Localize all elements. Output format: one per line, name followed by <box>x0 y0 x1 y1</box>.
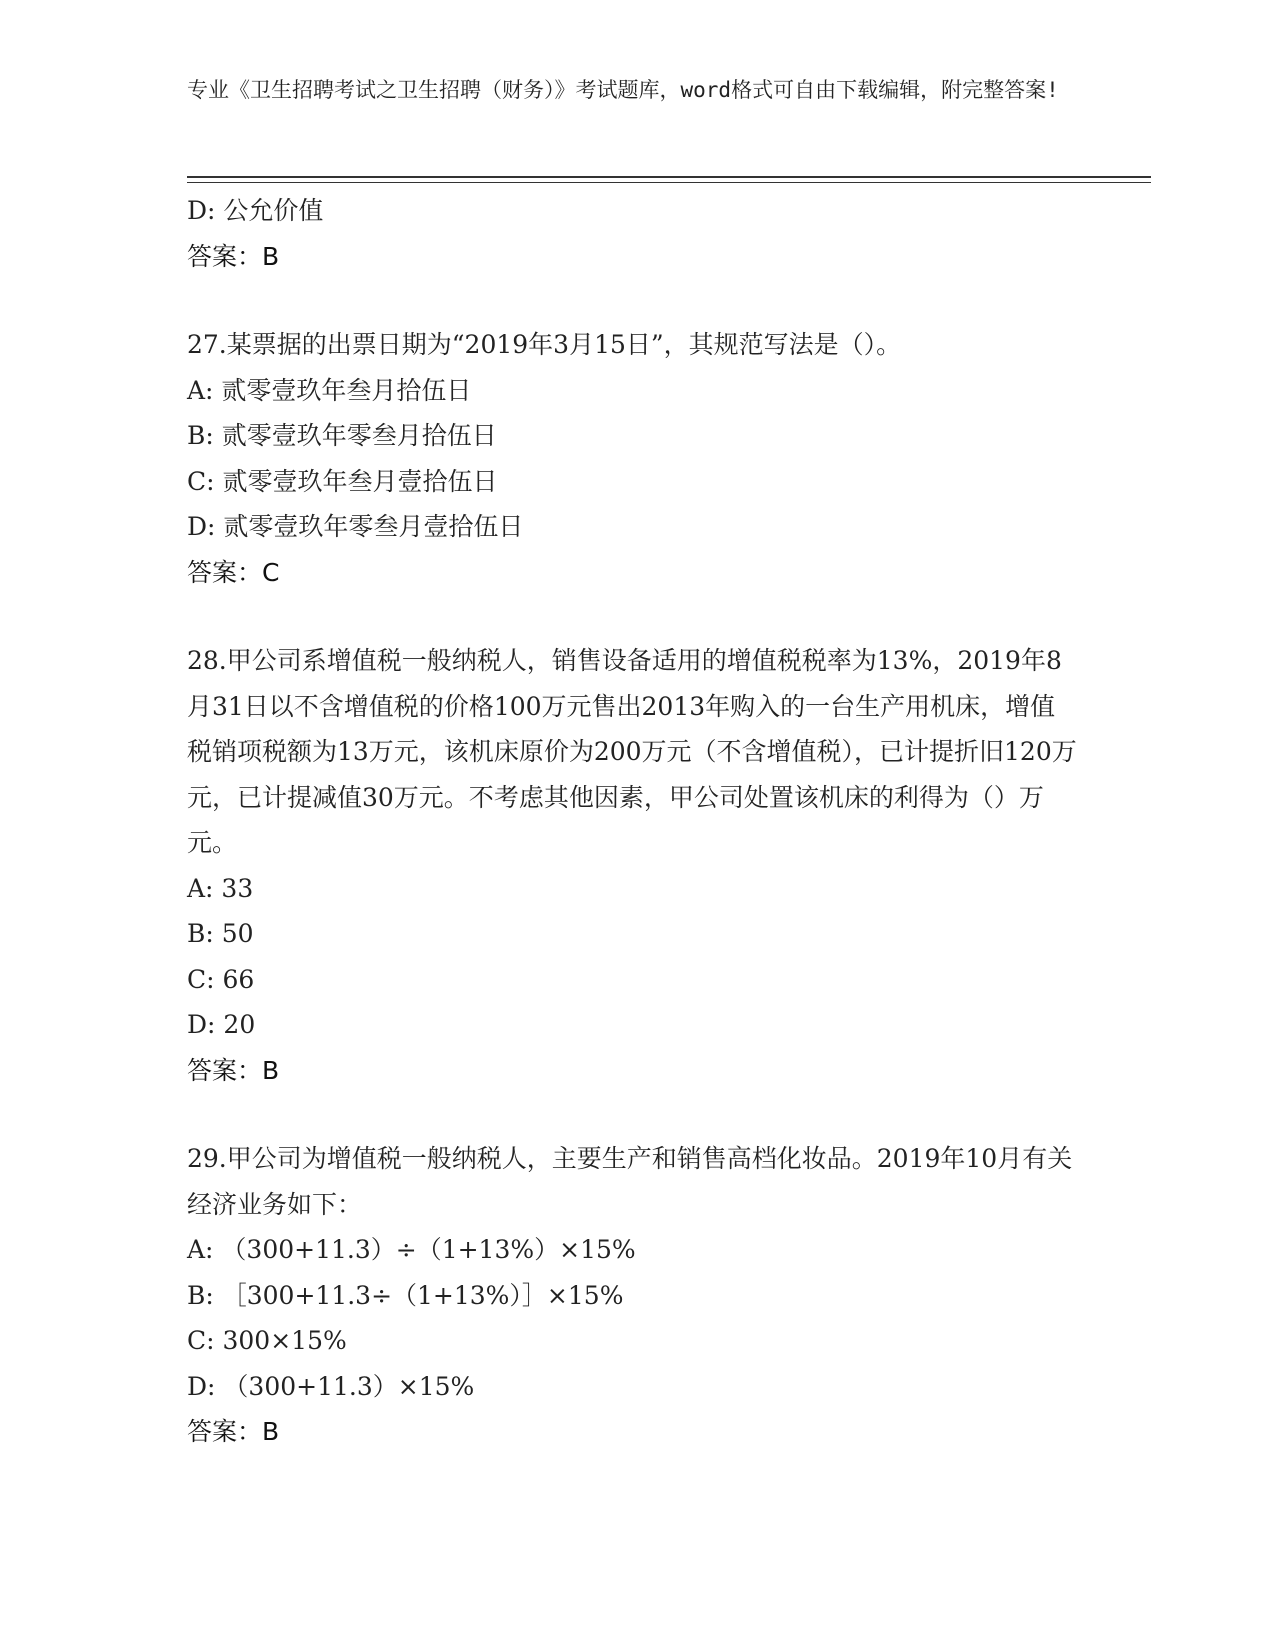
answer-line: 答案：B <box>187 1417 280 1446</box>
header-rule-thick <box>187 176 1151 178</box>
option-a: A: 33 <box>187 873 254 903</box>
question-26-tail <box>187 188 1087 279</box>
option-d: D: 贰零壹玖年零叁月壹拾伍日 <box>187 512 524 541</box>
answer-line: 答案：C <box>187 557 280 587</box>
question-29 <box>187 1136 1087 1455</box>
option-d: D: 20 <box>187 1010 256 1039</box>
option-b: B: 贰零壹玖年零叁月拾伍日 <box>187 421 497 450</box>
option-d: D: 公允价值 <box>187 196 324 225</box>
spacer <box>187 595 1087 638</box>
option-c: C: 300×15% <box>187 1326 347 1355</box>
option-c: C: 贰零壹玖年叁月壹拾伍日 <box>187 466 498 496</box>
answer-line: 答案：B <box>187 241 280 271</box>
spacer <box>187 1093 1087 1136</box>
answer-line: 答案：B <box>187 1055 280 1085</box>
page-header: 专业《卫生招聘考试之卫生招聘（财务）》考试题库，word格式可自由下载编辑，附完整答案! <box>187 78 1059 102</box>
question-list <box>187 188 1087 1455</box>
option-c: C: 66 <box>187 964 255 994</box>
spacer <box>187 279 1087 322</box>
question-28 <box>187 638 1087 1093</box>
question-27 <box>187 322 1087 595</box>
header-rule-thin <box>187 182 1151 183</box>
option-b: B: 50 <box>187 919 254 948</box>
option-a: A: （300+11.3）÷（1+13%）×15% <box>187 1235 636 1264</box>
option-d: D: （300+11.3）×15% <box>187 1371 475 1401</box>
option-a: A: 贰零壹玖年叁月拾伍日 <box>187 375 472 405</box>
question-stem: 28.甲公司系增值税一般纳税人，销售设备适用的增值税税率为13%，2019年8月31日以不含增值税的价格100万元售出2013年购入的一台生产用机床，增值税销项税额为13万元，该机床原价为200万元（不含增值税），已计提折旧120万元，已计提减值30万元。不考虑其他因素，甲公司处置该机床的利得为（）万元。 <box>187 646 1077 857</box>
option-b: B: ［300+11.3÷（1+13%）］×15% <box>187 1280 624 1310</box>
question-stem: 29.甲公司为增值税一般纳税人，主要生产和销售高档化妆品。2019年10月有关经济业务如下： <box>187 1144 1073 1219</box>
question-stem: 27.某票据的出票日期为“2019年3月15日”，其规范写法是（）。 <box>187 330 902 359</box>
